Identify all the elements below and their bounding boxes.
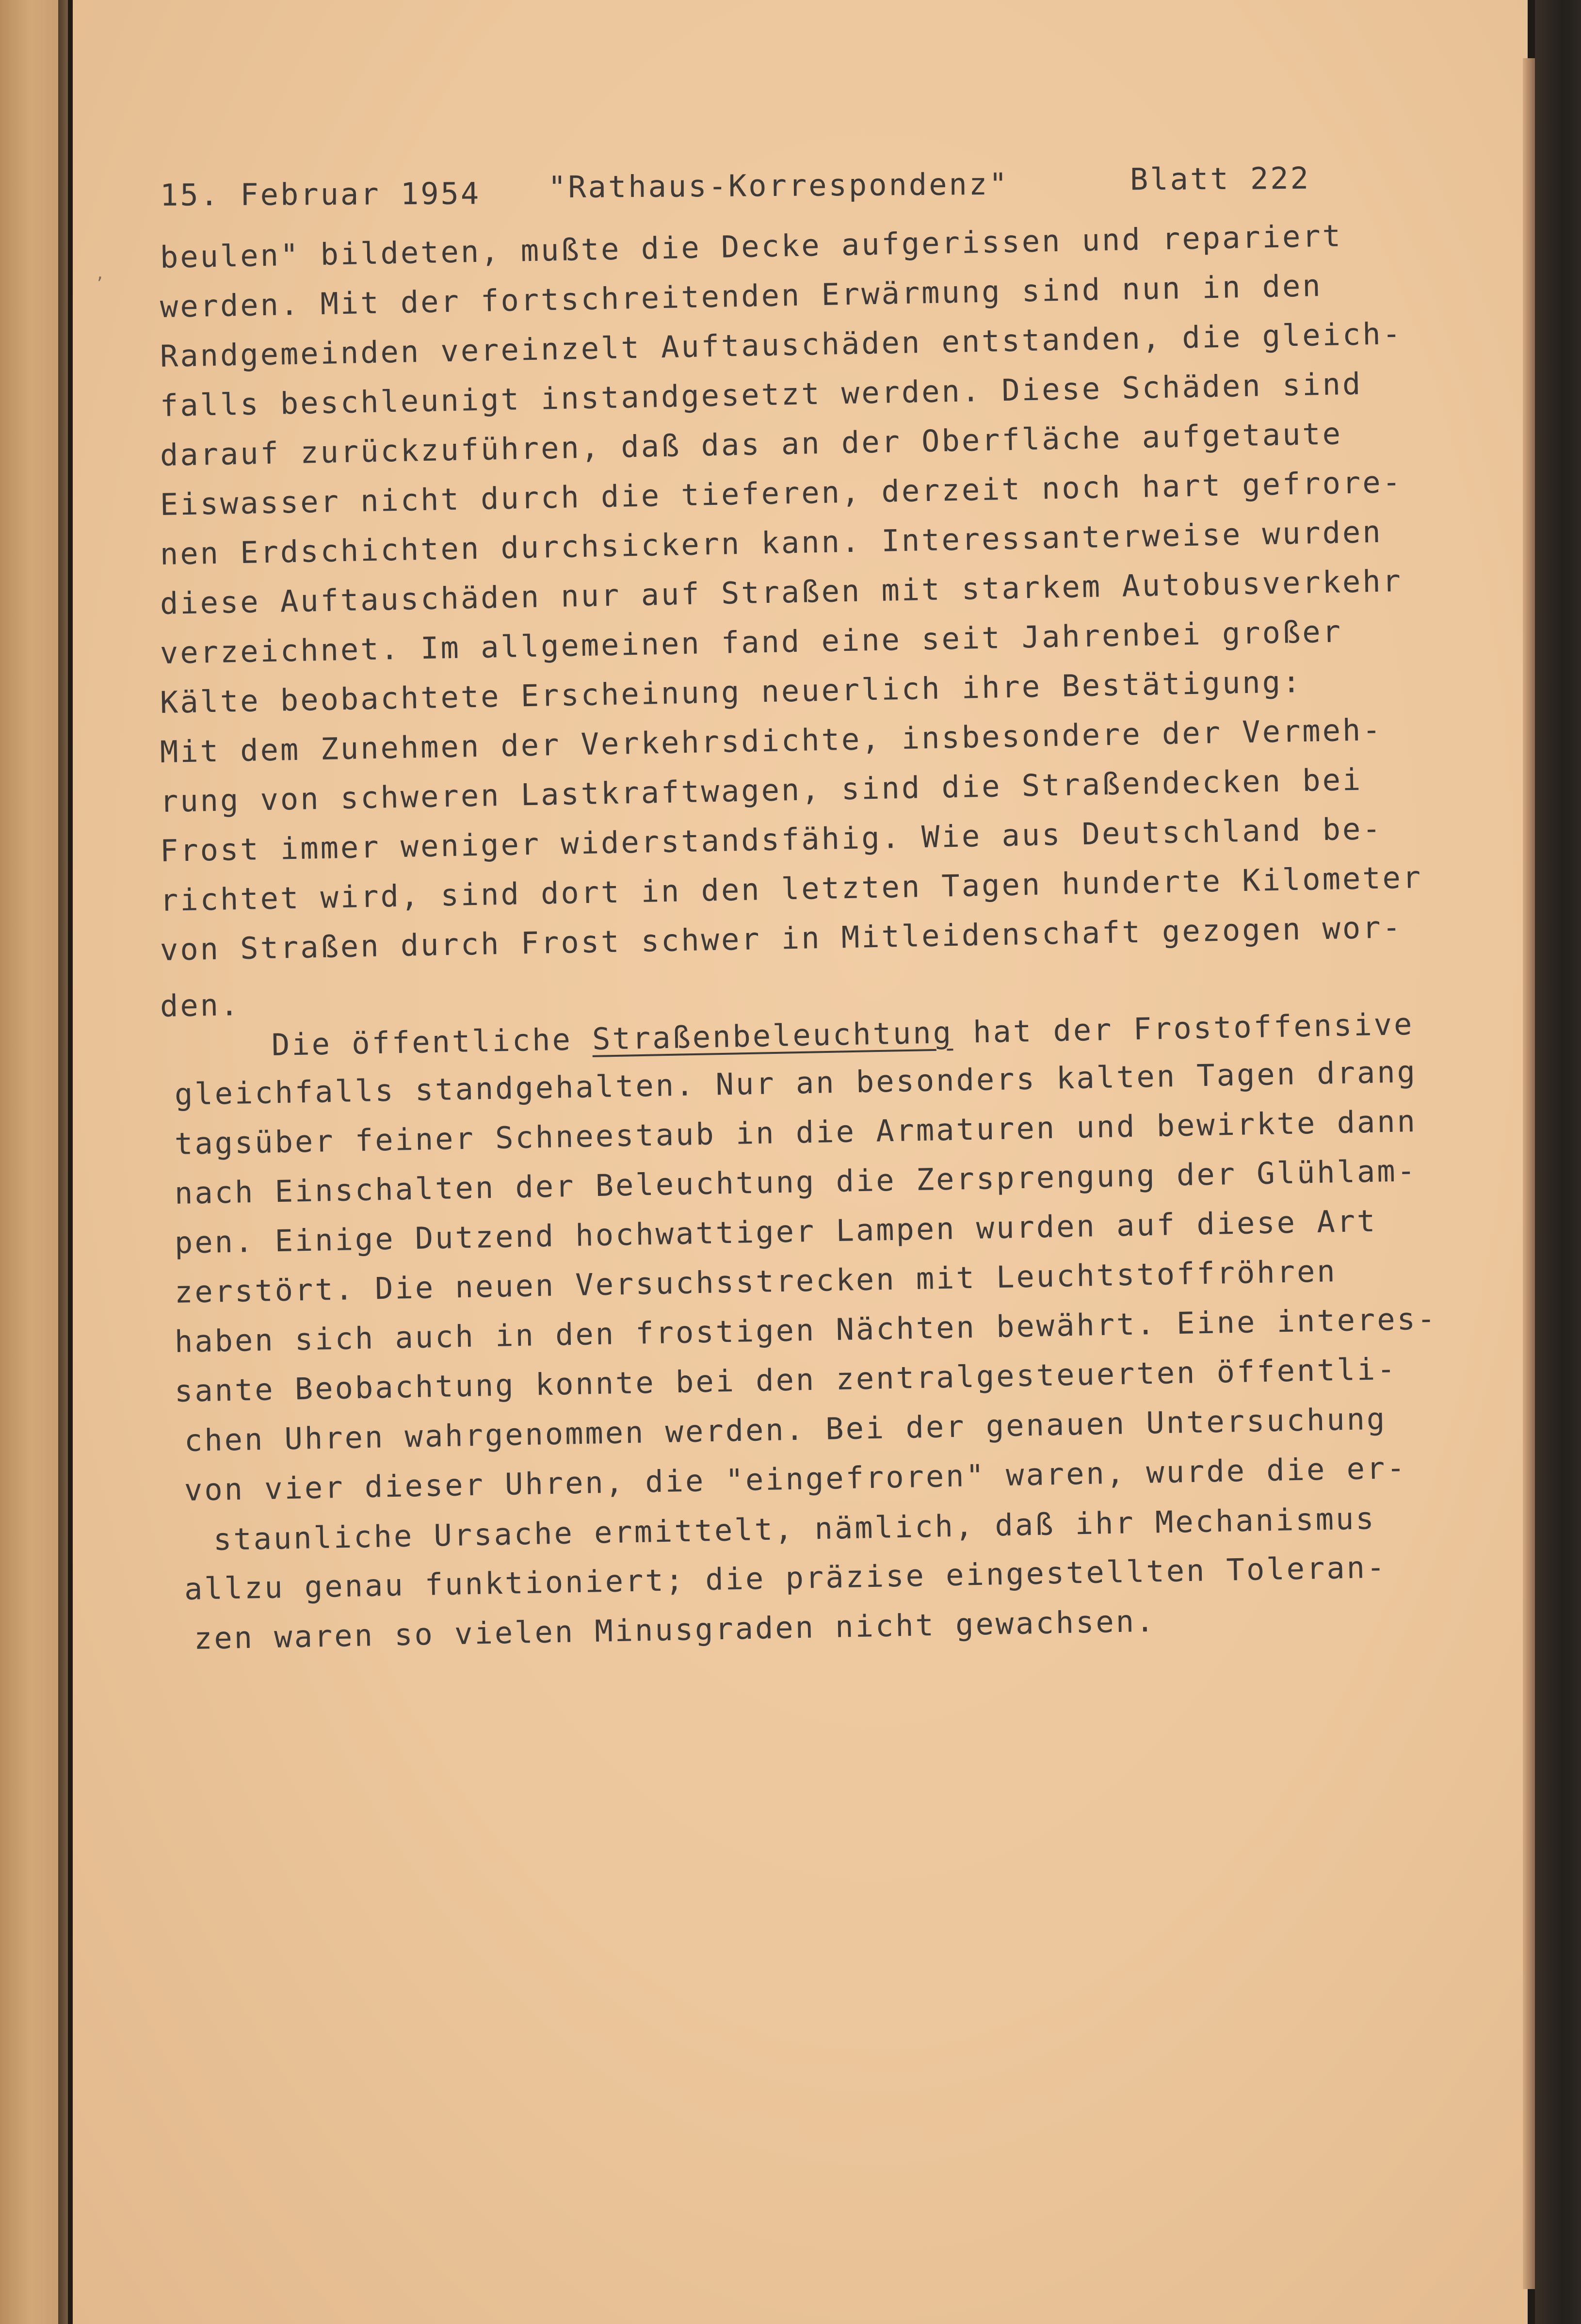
- paragraph-1-line: den.: [160, 986, 241, 1024]
- paragraph-2-line: nach Einschalten der Beleuchtung die Zersprengung der Glühlam-: [174, 1153, 1418, 1211]
- paragraph-2-line: zerstört. Die neuen Versuchsstrecken mit Leuchtstoffröhren: [174, 1253, 1338, 1310]
- header-page-number: Blatt 222: [1129, 160, 1311, 197]
- previous-page-edge: [0, 0, 68, 2324]
- header-title: "Rathaus-Korrespondenz": [548, 166, 1009, 205]
- paragraph-1-line: nen Erdschichten durchsickern kann. Interessanterweise wurden: [160, 514, 1383, 572]
- paragraph-2-lead-rest: hat der Frostoffensive: [972, 1006, 1414, 1050]
- paragraph-1-line: diese Auftauschäden nur auf Straßen mit starkem Autobusverkehr: [160, 563, 1403, 621]
- paragraph-2-line: zen waren so vielen Minusgraden nicht gewachsen.: [194, 1603, 1157, 1656]
- paragraph-1-line: falls beschleunigt instandgesetzt werden. Diese Schäden sind: [160, 366, 1363, 423]
- paragraph-2-lead: Die öffentliche: [271, 1021, 573, 1063]
- paragraph-2-line: staunliche Ursache ermittelt, nämlich, daß ihr Mechanismus: [213, 1501, 1376, 1557]
- paragraph-2-line: tagsüber feiner Schneestaub in die Armaturen und bewirkte dann: [174, 1103, 1418, 1162]
- paragraph-1-line: von Straßen durch Frost schwer in Mitleidenschaft gezogen wor-: [160, 909, 1403, 968]
- page-right-edge: [1523, 58, 1535, 2289]
- paragraph-1-line: Eiswasser nicht durch die tieferen, derzeit noch hart gefrore-: [160, 464, 1403, 522]
- paragraph-2-line: von vier dieser Uhren, die "eingefroren" waren, wurde die er-: [184, 1450, 1407, 1508]
- binding-spine: [1535, 0, 1581, 2324]
- paragraph-1-line: Mit dem Zunehmen der Verkehrsdichte, insbesondere der Vermeh-: [160, 711, 1383, 770]
- paragraph-1-line: rung von schweren Lastkraftwagen, sind die Straßendecken bei: [160, 761, 1363, 819]
- paragraph-1-line: Randgemeinden vereinzelt Auftauschäden entstanden, die gleich-: [160, 316, 1403, 374]
- paragraph-1-line: beulen" bildeten, mußte die Decke aufgerissen und repariert: [160, 218, 1343, 275]
- paragraph-1-line: darauf zurückzuführen, daß das an der Oberfläche aufgetaute: [160, 416, 1343, 473]
- paragraph-2-line: sante Beobachtung konnte bei den zentralgesteuerten öffentli-: [174, 1351, 1398, 1409]
- paragraph-1-line: Frost immer weniger widerstandsfähig. Wie aus Deutschland be-: [160, 810, 1383, 869]
- paragraph-1-line: verzeichnet. Im allgemeinen fand eine seit Jahrenbei großer: [160, 613, 1343, 671]
- paragraph-2-line: haben sich auch in den frostigen Nächten bewährt. Eine interes-: [174, 1301, 1437, 1359]
- paragraph-2-line: allzu genau funktioniert; die präzise eingestellten Toleran-: [184, 1549, 1387, 1607]
- paragraph-2-line: gleichfalls standgehalten. Nur an besonders kalten Tagen drang: [174, 1054, 1418, 1112]
- paragraph-1-line: richtet wird, sind dort in den letzten Tagen hunderte Kilometer: [160, 859, 1423, 918]
- paragraph-1-line: Kälte beobachtete Erscheinung neuerlich ihre Bestätigung:: [160, 663, 1303, 720]
- paragraph-2-line: chen Uhren wahrgenommen werden. Bei der genauen Untersuchung: [184, 1401, 1387, 1458]
- paragraph-1-line: werden. Mit der fortschreitenden Erwärmung sind nun in den: [160, 268, 1323, 324]
- header-date: 15. Februar 1954: [160, 176, 481, 213]
- margin-mark: ,: [97, 262, 103, 283]
- underlined-term: Straßenbeleuchtung: [592, 1015, 953, 1057]
- paragraph-2-line: pen. Einige Dutzend hochwattiger Lampen wurden auf diese Art: [174, 1203, 1377, 1260]
